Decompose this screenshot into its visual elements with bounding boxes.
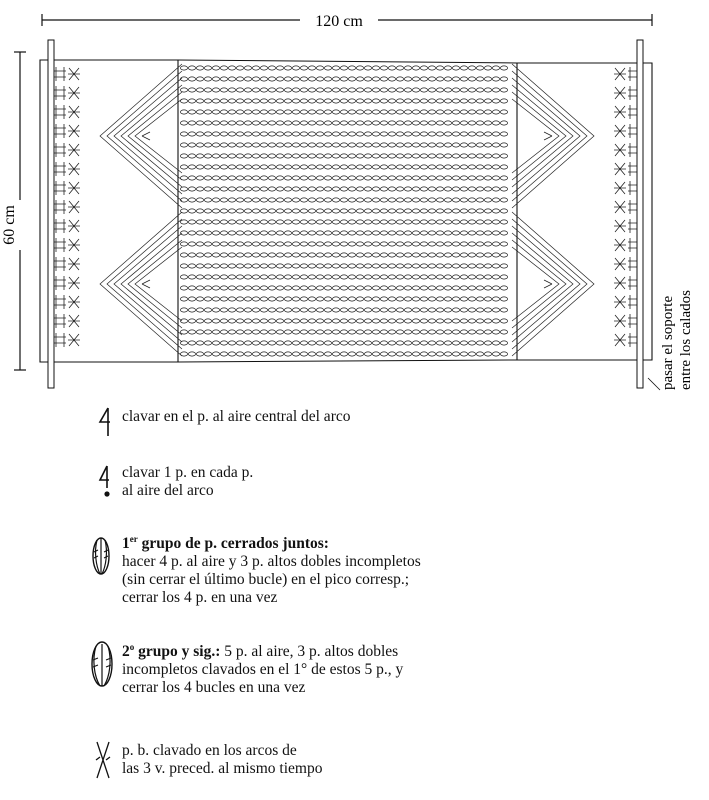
- post-stitch-mark: [54, 295, 66, 309]
- chevron-line: [107, 219, 182, 349]
- cross-stitch-mark: [614, 144, 626, 156]
- cross-stitch-mark: [68, 201, 80, 213]
- cross-stitch-mark: [614, 239, 626, 251]
- chain-row: [180, 165, 507, 169]
- chevron-line: [512, 212, 594, 356]
- chain-row: [180, 77, 507, 81]
- legend-item-cluster-4: [88, 636, 688, 696]
- chain-row: [180, 286, 507, 290]
- chain-row: [180, 176, 507, 180]
- right-stitch-columns: [614, 67, 640, 347]
- chain-row: [180, 242, 507, 246]
- cross-stitch-mark: [68, 125, 80, 137]
- legend-heading-3: 1er grupo de p. cerrados juntos:: [122, 534, 329, 552]
- arrow-mark: [142, 280, 150, 288]
- cross-stitch-mark: [614, 334, 626, 346]
- cross-stitch-mark: [614, 87, 626, 99]
- post-stitch-mark: [54, 276, 66, 290]
- cross-stitch-mark: [614, 125, 626, 137]
- width-dimension: [42, 13, 652, 30]
- post-stitch-mark: [54, 105, 66, 119]
- legend-item-cluster-3: [88, 528, 688, 606]
- cross-stitch-mark: [614, 315, 626, 327]
- legend-text-4a: incompletos clavados en el 1° de estos 5 p., y: [122, 661, 404, 678]
- chevron-line: [121, 233, 182, 335]
- chain-row: [180, 297, 507, 301]
- chain-row: [180, 264, 507, 268]
- post-stitch-mark: [54, 219, 66, 233]
- cross-stitch-mark: [614, 258, 626, 270]
- chain-row: [180, 198, 507, 202]
- post-stitch-mark: [54, 238, 66, 252]
- chevron-line: [512, 226, 580, 342]
- chain-row: [180, 143, 507, 147]
- chevron-line: [100, 212, 182, 356]
- legend-item-dot-hook: [88, 462, 688, 522]
- chain-row: [180, 308, 507, 312]
- right-end-panel: [517, 63, 652, 360]
- chain-row: [180, 341, 507, 345]
- cross-stitch-mark: [68, 277, 80, 289]
- single-hook-icon: [88, 400, 122, 460]
- dot-hook-icon: [88, 462, 122, 522]
- cross-stitch-mark: [68, 334, 80, 346]
- post-stitch-mark: [54, 124, 66, 138]
- post-stitch-mark: [54, 162, 66, 176]
- legend-text-2b: al aire del arco: [122, 482, 214, 499]
- height-label: 60 cm: [1, 205, 18, 245]
- chevron-line: [114, 226, 182, 342]
- cross-stitch-mark: [68, 258, 80, 270]
- width-label: 120 cm: [315, 13, 363, 30]
- chain-rows: [180, 66, 507, 356]
- chain-row: [180, 99, 507, 103]
- chevron-line: [114, 78, 182, 194]
- post-stitch-mark: [54, 314, 66, 328]
- cross-stitch-mark: [68, 87, 80, 99]
- side-note-line-1: pasar el soporte: [660, 295, 676, 390]
- chevron-line: [512, 64, 594, 208]
- legend-item-single-hook: [88, 400, 688, 460]
- chevron-line: [512, 78, 580, 194]
- chain-row: [180, 88, 507, 92]
- cross-stitch-mark: [614, 201, 626, 213]
- chevron-line: [512, 85, 573, 187]
- cluster-3-icon: [88, 528, 122, 588]
- chain-row: [180, 132, 507, 136]
- chain-row: [180, 187, 507, 191]
- chevron-line: [121, 85, 182, 187]
- center-mesh: [100, 60, 594, 362]
- side-note-line-2: entre los calados: [678, 290, 694, 390]
- chevron-line: [512, 233, 573, 335]
- arrow-mark: [544, 132, 552, 140]
- chain-row: [180, 121, 507, 125]
- cross-stitch-mark: [68, 315, 80, 327]
- legend-text-5a: p. b. clavado en los arcos de: [122, 742, 297, 759]
- cross-stitch-mark: [614, 220, 626, 232]
- legend-text-2a: clavar 1 p. en cada p.: [122, 464, 254, 481]
- legend-text-3c: cerrar los 4 p. en una vez: [122, 589, 278, 606]
- cross-stitch-mark: [68, 106, 80, 118]
- chevron-line: [107, 71, 182, 201]
- chain-row: [180, 209, 507, 213]
- legend-text-5b: las 3 v. preced. al mismo tiempo: [122, 760, 323, 777]
- cross-stitch-mark: [68, 68, 80, 80]
- cross-stitch-mark: [68, 220, 80, 232]
- post-stitch-mark: [54, 67, 66, 81]
- chain-row: [180, 319, 507, 323]
- arrow-mark: [544, 280, 552, 288]
- arrow-mark: [142, 132, 150, 140]
- post-stitch-mark: [54, 333, 66, 347]
- chain-row: [180, 110, 507, 114]
- cross-stitch-icon: [88, 738, 122, 798]
- chain-row: [180, 275, 507, 279]
- cross-stitch-mark: [68, 296, 80, 308]
- post-stitch-mark: [54, 200, 66, 214]
- legend-text-3b: (sin cerrar el último bucle) en el pico corresp.;: [122, 571, 410, 588]
- cross-stitch-mark: [614, 68, 626, 80]
- side-note: [648, 290, 694, 390]
- crochet-chart-diagram: [0, 0, 709, 395]
- chain-row: [180, 154, 507, 158]
- chain-row: [180, 220, 507, 224]
- post-stitch-mark: [54, 181, 66, 195]
- legend-text-3a: hacer 4 p. al aire y 3 p. altos dobles incompletos: [122, 553, 421, 570]
- cross-stitch-mark: [614, 277, 626, 289]
- legend-item-cross: [88, 738, 688, 798]
- height-dimension: [1, 52, 26, 370]
- chain-row: [180, 231, 507, 235]
- post-stitch-mark: [54, 143, 66, 157]
- legend-text-4b: cerrar los 4 bucles en una vez: [122, 679, 306, 696]
- chain-row: [180, 330, 507, 334]
- cross-stitch-mark: [68, 144, 80, 156]
- cross-stitch-mark: [68, 239, 80, 251]
- chevron-line: [100, 64, 182, 208]
- cross-stitch-mark: [68, 163, 80, 175]
- post-stitch-mark: [54, 86, 66, 100]
- chain-row: [180, 352, 507, 356]
- post-stitch-mark: [54, 257, 66, 271]
- cluster-4-icon: [88, 636, 122, 696]
- left-stitch-columns: [54, 67, 80, 347]
- cross-stitch-mark: [68, 182, 80, 194]
- chevron-line: [512, 219, 587, 349]
- cross-stitch-mark: [614, 296, 626, 308]
- cross-stitch-mark: [614, 106, 626, 118]
- legend-heading-4: 2$^o$ grupo y sig.: 5 p. al aire, 3 p. altos dobles: [122, 642, 399, 660]
- cross-stitch-mark: [614, 182, 626, 194]
- chevron-line: [512, 71, 587, 201]
- legend-text-1: clavar en el p. al aire central del arco: [122, 408, 351, 425]
- chain-row: [180, 66, 507, 70]
- cross-stitch-mark: [614, 163, 626, 175]
- chain-row: [180, 253, 507, 257]
